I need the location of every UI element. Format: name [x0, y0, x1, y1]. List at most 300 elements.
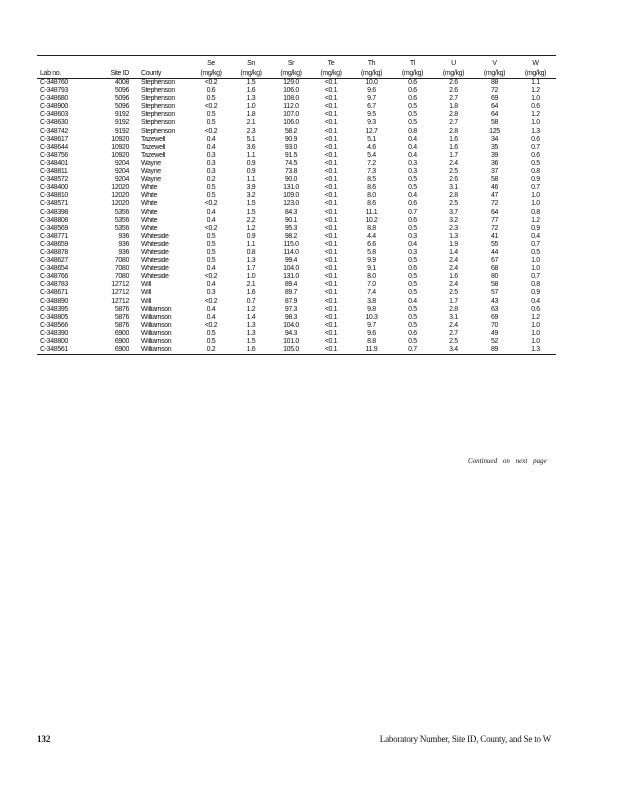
cell-sr: 97.3: [284, 305, 298, 313]
cell-th: 5.4: [367, 151, 376, 159]
header-unit: (mg/kg): [433, 68, 474, 79]
cell-w: 0.9: [531, 176, 540, 184]
cell-lab-no: C-348760: [40, 79, 68, 86]
cell-se: <0.2: [204, 103, 218, 111]
cell-te: <0.1: [324, 321, 338, 329]
cell-te: <0.1: [324, 127, 338, 135]
cell-th: 6.6: [367, 240, 376, 248]
cell-se: 0.5: [206, 329, 216, 337]
cell-v: 63: [490, 305, 499, 313]
cell-site-id: 5876: [114, 305, 129, 313]
table-row: [37, 298, 556, 306]
cell-v: 44: [490, 248, 499, 256]
cell-se: 0.4: [206, 135, 216, 143]
cell-u: 2.5: [449, 338, 458, 345]
cell-sr: 106.0: [283, 119, 299, 127]
table-row: [37, 87, 556, 95]
cell-sn: 1.8: [246, 111, 256, 119]
cell-lab-no: C-348805: [40, 313, 68, 321]
cell-w: 0.5: [531, 159, 540, 167]
table-row: [37, 136, 556, 144]
table-row: [37, 265, 556, 273]
cell-u: 2.8: [449, 127, 458, 135]
cell-se: 0.4: [206, 208, 216, 216]
cell-tl: 0.5: [408, 281, 417, 289]
cell-sr: 131.0: [283, 184, 299, 192]
cell-w: 1.0: [531, 321, 540, 329]
cell-u: 2.6: [449, 79, 458, 86]
cell-lab-no: C-348401: [40, 159, 68, 167]
cell-sr: 114.0: [283, 248, 299, 256]
header-tl: Tl: [409, 59, 416, 67]
cell-county: Williamson: [141, 338, 172, 345]
cell-county: Wayne: [141, 176, 161, 184]
table-row: [37, 160, 556, 168]
table-row: [37, 233, 556, 241]
cell-sr: 89.7: [284, 289, 298, 297]
cell-county: White: [141, 200, 158, 208]
cell-te: <0.1: [324, 224, 338, 232]
header-site-id: Site ID: [91, 68, 135, 79]
cell-v: 77: [490, 216, 499, 224]
cell-lab-no: C-348810: [40, 192, 68, 200]
cell-w: 0.9: [531, 224, 540, 232]
cell-site-id: 5356: [114, 224, 129, 232]
cell-site-id: 12712: [111, 281, 129, 289]
cell-u: 1.6: [449, 135, 458, 143]
cell-w: 1.2: [531, 216, 540, 224]
cell-th: 3.8: [367, 297, 376, 305]
table-row: [37, 79, 556, 88]
cell-lab-no: C-348800: [40, 338, 68, 345]
table-row: [37, 111, 556, 119]
cell-se: 0.5: [206, 95, 216, 103]
cell-tl: 0.5: [408, 111, 417, 119]
cell-w: 1.0: [531, 192, 540, 200]
cell-sr: 104.0: [283, 321, 299, 329]
cell-se: 0.2: [206, 176, 216, 184]
cell-lab-no: C-348900: [40, 103, 68, 111]
cell-th: 9.6: [367, 87, 376, 95]
cell-u: 2.6: [449, 176, 458, 184]
cell-sr: 73.8: [284, 168, 298, 176]
running-title: Laboratory Number, Site ID, County, and Se to W: [379, 734, 551, 744]
cell-w: 1.1: [531, 79, 540, 86]
cell-tl: 0.4: [408, 192, 417, 200]
cell-se: 0.4: [206, 265, 216, 273]
cell-lab-no: C-348644: [40, 143, 68, 151]
table-row: [37, 241, 556, 249]
table-row: [37, 306, 556, 314]
cell-th: 9.6: [367, 329, 376, 337]
cell-u: 1.6: [449, 143, 458, 151]
cell-v: 89: [474, 346, 515, 355]
cell-sn: 2.3: [246, 127, 256, 135]
cell-v: 72: [490, 200, 499, 208]
cell-lab-no: C-348390: [40, 329, 68, 337]
table-row: [37, 225, 556, 233]
cell-site-id: 9192: [114, 111, 129, 119]
cell-te: <0.1: [324, 248, 338, 256]
cell-sn: 1.6: [246, 289, 256, 297]
cell-w: 0.5: [531, 248, 540, 256]
cell-w: 0.7: [531, 273, 540, 281]
cell-sr: 98.3: [284, 313, 298, 321]
cell-county: Williamson: [141, 321, 172, 329]
cell-se: 0.5: [206, 257, 216, 265]
cell-county: Stephenson: [141, 127, 175, 135]
table-row: [37, 152, 556, 160]
cell-sn: 1.3: [246, 321, 256, 329]
header-unit: (mg/kg): [351, 68, 392, 79]
cell-th: 9.8: [367, 305, 376, 313]
cell-te: <0.1: [324, 151, 338, 159]
cell-u: 1.3: [449, 232, 458, 240]
cell-sr: 115.0: [283, 240, 299, 248]
cell-w: 0.7: [531, 240, 540, 248]
cell-county: Will: [141, 281, 151, 289]
cell-sn: 2.1: [246, 281, 256, 289]
cell-se: 0.4: [206, 216, 216, 224]
cell-te: <0.1: [324, 111, 338, 119]
cell-v: 49: [490, 329, 499, 337]
header-th: Th: [367, 59, 376, 67]
cell-te: <0.1: [324, 265, 338, 273]
cell-w: 1.0: [531, 329, 540, 337]
cell-u: 1.9: [449, 240, 458, 248]
table-row: [37, 209, 556, 217]
cell-sr: 84.3: [284, 208, 298, 216]
table-row: [37, 289, 556, 297]
cell-w: 1.0: [531, 265, 540, 273]
cell-county: White: [141, 208, 158, 216]
cell-tl: 0.5: [408, 321, 417, 329]
cell-tl: 0.4: [408, 143, 417, 151]
cell-site-id: 9204: [114, 168, 129, 176]
cell-v: 125: [489, 127, 500, 135]
cell-county: Williamson: [141, 313, 172, 321]
cell-sr: 108.0: [283, 95, 299, 103]
cell-county: Stephenson: [141, 119, 175, 127]
cell-county: Stephenson: [141, 79, 175, 86]
cell-sn: 1.2: [246, 224, 256, 232]
cell-sr: 106.0: [283, 87, 299, 95]
cell-lab-no: C-348766: [40, 273, 68, 281]
cell-th: 8.0: [367, 273, 376, 281]
header-w: W: [532, 59, 539, 67]
cell-w: 1.0: [531, 200, 540, 208]
table-row: [37, 176, 556, 184]
cell-v: 64: [490, 111, 499, 119]
cell-te: <0.1: [324, 168, 338, 176]
cell-sn: 3.2: [246, 192, 256, 200]
cell-te: <0.1: [324, 305, 338, 313]
cell-site-id: 6900: [114, 338, 129, 345]
cell-lab-no: C-348569: [40, 224, 68, 232]
cell-th: 4.6: [367, 143, 376, 151]
cell-v: 70: [490, 321, 499, 329]
cell-se: <0.2: [204, 79, 218, 86]
cell-lab-no: C-348571: [40, 200, 68, 208]
cell-th: 4.4: [367, 232, 376, 240]
cell-sr: 107.0: [283, 111, 299, 119]
cell-county: Williamson: [135, 346, 191, 355]
cell-site-id: 6900: [91, 346, 135, 355]
table-row: [37, 273, 556, 281]
cell-lab-no: C-348566: [40, 321, 68, 329]
header-unit: (mg/kg): [392, 68, 433, 79]
header-u: U: [451, 59, 456, 67]
cell-lab-no: C-348398: [40, 208, 68, 216]
cell-tl: 0.4: [408, 240, 417, 248]
cell-sr: 93.0: [284, 143, 298, 151]
cell-th: 8.5: [367, 176, 376, 184]
cell-th: 7.0: [367, 281, 376, 289]
cell-th: 10.0: [365, 79, 378, 86]
cell-th: 6.7: [367, 103, 376, 111]
cell-sr: 99.4: [284, 257, 298, 265]
cell-th: 11.9: [351, 346, 392, 355]
cell-lab-no: C-348890: [40, 297, 68, 305]
cell-tl: 0.4: [408, 135, 417, 143]
table-row: [37, 103, 556, 111]
cell-te: <0.1: [324, 338, 338, 345]
cell-se: 0.5: [206, 184, 216, 192]
table-top-rule: [37, 55, 556, 56]
cell-v: 88: [490, 79, 499, 86]
cell-tl: 0.5: [408, 103, 417, 111]
cell-county: Whiteside: [141, 232, 169, 240]
cell-v: 64: [490, 103, 499, 111]
cell-v: 57: [490, 289, 499, 297]
table-row: [37, 330, 556, 338]
cell-lab-no: C-348395: [40, 305, 68, 313]
cell-sr: 95.3: [284, 224, 298, 232]
cell-u: 1.6: [449, 273, 458, 281]
cell-se: <0.2: [204, 127, 218, 135]
cell-te: <0.1: [324, 143, 338, 151]
cell-th: 7.2: [367, 159, 376, 167]
cell-lab-no: C-348400: [40, 184, 68, 192]
cell-se: 0.4: [206, 281, 216, 289]
cell-te: <0.1: [324, 257, 338, 265]
cell-tl: 0.5: [408, 176, 417, 184]
cell-se: 0.4: [206, 143, 216, 151]
table-row: [37, 128, 556, 136]
cell-se: 0.3: [206, 168, 216, 176]
cell-site-id: 936: [118, 240, 129, 248]
cell-th: 11.1: [365, 208, 378, 216]
cell-v: 64: [490, 208, 499, 216]
cell-lab-no: C-348654: [40, 265, 68, 273]
cell-u: 2.4: [449, 257, 458, 265]
cell-v: 41: [490, 232, 499, 240]
header-unit: (mg/kg): [474, 68, 515, 79]
cell-tl: 0.6: [408, 200, 417, 208]
cell-se: 0.6: [206, 87, 216, 95]
cell-sn: 0.8: [246, 248, 256, 256]
cell-te: <0.1: [324, 192, 338, 200]
cell-w: 0.4: [531, 232, 540, 240]
cell-tl: 0.5: [408, 273, 417, 281]
cell-w: 0.6: [531, 135, 540, 143]
header-unit: (mg/kg): [515, 68, 556, 79]
cell-sn: 5.1: [246, 135, 256, 143]
cell-u: 3.4: [433, 346, 474, 355]
header-lab-no: Lab no.: [37, 68, 91, 79]
table-row: [37, 257, 556, 265]
cell-site-id: 4008: [114, 79, 129, 86]
cell-th: 12.7: [365, 127, 378, 135]
cell-se: <0.2: [204, 273, 218, 281]
cell-tl: 0.5: [408, 257, 417, 265]
cell-sr: 105.0: [271, 346, 311, 355]
cell-site-id: 5876: [114, 321, 129, 329]
cell-u: 1.7: [449, 151, 458, 159]
cell-county: Williamson: [141, 305, 172, 313]
cell-u: 2.4: [449, 159, 458, 167]
cell-se: 0.4: [206, 313, 216, 321]
cell-w: 1.0: [531, 257, 540, 265]
cell-lab-no: C-348783: [40, 281, 68, 289]
cell-site-id: 10920: [111, 151, 129, 159]
cell-county: Stephenson: [141, 111, 175, 119]
cell-county: Will: [141, 297, 151, 305]
cell-v: 58: [490, 281, 499, 289]
cell-tl: 0.6: [408, 87, 417, 95]
table-row: [37, 192, 556, 200]
cell-tl: 0.3: [408, 248, 417, 256]
cell-sn: 1.6: [246, 87, 256, 95]
header-se: Se: [207, 59, 215, 67]
cell-county: Tazewell: [141, 151, 166, 159]
cell-site-id: 10920: [111, 143, 129, 151]
cell-sr: 98.2: [284, 232, 298, 240]
cell-u: 2.8: [449, 111, 458, 119]
cell-county: Williamson: [141, 329, 172, 337]
cell-sn: 1.2: [246, 305, 256, 313]
cell-lab-no: C-348771: [40, 232, 68, 240]
cell-se: 0.3: [206, 151, 216, 159]
cell-th: 9.1: [367, 265, 376, 273]
cell-sn: 0.9: [246, 159, 256, 167]
cell-tl: 0.7: [392, 346, 433, 355]
header-unit: (mg/kg): [231, 68, 271, 79]
cell-tl: 0.4: [408, 297, 417, 305]
cell-th: 10.2: [365, 216, 378, 224]
cell-sn: 3.6: [246, 143, 256, 151]
cell-sr: 90.9: [284, 135, 298, 143]
cell-sn: 3.9: [246, 184, 256, 192]
cell-sn: 1.5: [246, 200, 256, 208]
cell-tl: 0.5: [408, 313, 417, 321]
cell-sn: 1.3: [246, 257, 256, 265]
cell-se: 0.4: [206, 305, 216, 313]
header-county: County: [135, 68, 191, 79]
cell-se: 0.5: [206, 192, 216, 200]
cell-site-id: 9204: [114, 176, 129, 184]
cell-se: 0.3: [206, 159, 216, 167]
cell-v: 68: [490, 265, 499, 273]
cell-v: 37: [490, 168, 499, 176]
cell-site-id: 5356: [114, 216, 129, 224]
cell-v: 58: [490, 119, 499, 127]
cell-se: <0.2: [204, 224, 218, 232]
cell-th: 8.8: [367, 224, 376, 232]
cell-w: 0.6: [531, 151, 540, 159]
cell-te: <0.1: [324, 87, 338, 95]
cell-site-id: 10920: [111, 135, 129, 143]
cell-w: 0.7: [531, 143, 540, 151]
table-row: [37, 249, 556, 257]
cell-th: 5.8: [367, 248, 376, 256]
cell-county: Wayne: [141, 168, 161, 176]
cell-site-id: 7080: [114, 273, 129, 281]
cell-tl: 0.5: [408, 224, 417, 232]
cell-w: 0.8: [531, 281, 540, 289]
cell-lab-no: C-348572: [40, 176, 68, 184]
header-unit: (mg/kg): [271, 68, 311, 79]
cell-sn: 1.5: [246, 79, 256, 86]
cell-u: 2.7: [449, 119, 458, 127]
cell-th: 9.7: [367, 321, 376, 329]
cell-u: 2.4: [449, 265, 458, 273]
cell-se: <0.2: [204, 297, 218, 305]
cell-site-id: 9192: [114, 127, 129, 135]
cell-te: <0.1: [324, 240, 338, 248]
cell-site-id: 12712: [111, 297, 129, 305]
cell-lab-no: C-348659: [40, 240, 68, 248]
cell-tl: 0.8: [408, 127, 417, 135]
cell-tl: 0.5: [408, 305, 417, 313]
cell-se: 0.5: [206, 248, 216, 256]
cell-w: 0.7: [531, 184, 540, 192]
cell-u: 3.1: [449, 184, 458, 192]
cell-sr: 129.0: [283, 79, 299, 86]
header-te: Te: [327, 59, 335, 67]
cell-sr: 74.5: [284, 159, 298, 167]
cell-county: Stephenson: [141, 87, 175, 95]
cell-w: 0.6: [531, 103, 540, 111]
cell-lab-no: C-348742: [40, 127, 68, 135]
cell-w: 0.4: [531, 297, 540, 305]
cell-sr: 87.9: [284, 297, 298, 305]
cell-lab-no: C-348811: [40, 168, 68, 176]
header-sn: Sn: [247, 59, 255, 67]
cell-site-id: 936: [118, 248, 129, 256]
cell-sn: 2.2: [246, 216, 256, 224]
cell-tl: 0.3: [408, 168, 417, 176]
cell-u: 2.5: [449, 200, 458, 208]
cell-v: 72: [490, 224, 499, 232]
cell-w: 1.2: [531, 87, 540, 95]
continued-note: Continued on next page: [468, 457, 547, 465]
cell-site-id: 6900: [114, 329, 129, 337]
cell-u: 3.2: [449, 216, 458, 224]
cell-sr: 109.0: [283, 192, 299, 200]
cell-lab-no: C-348617: [40, 135, 68, 143]
cell-site-id: 5096: [114, 95, 129, 103]
cell-te: <0.1: [324, 313, 338, 321]
cell-th: 8.6: [367, 200, 376, 208]
cell-sr: 112.0: [283, 103, 299, 111]
cell-w: 0.9: [531, 289, 540, 297]
cell-tl: 0.5: [408, 119, 417, 127]
cell-th: 7.3: [367, 168, 376, 176]
cell-sr: 131.0: [283, 273, 299, 281]
table-row: [37, 346, 556, 355]
cell-lab-no: C-348627: [40, 257, 68, 265]
